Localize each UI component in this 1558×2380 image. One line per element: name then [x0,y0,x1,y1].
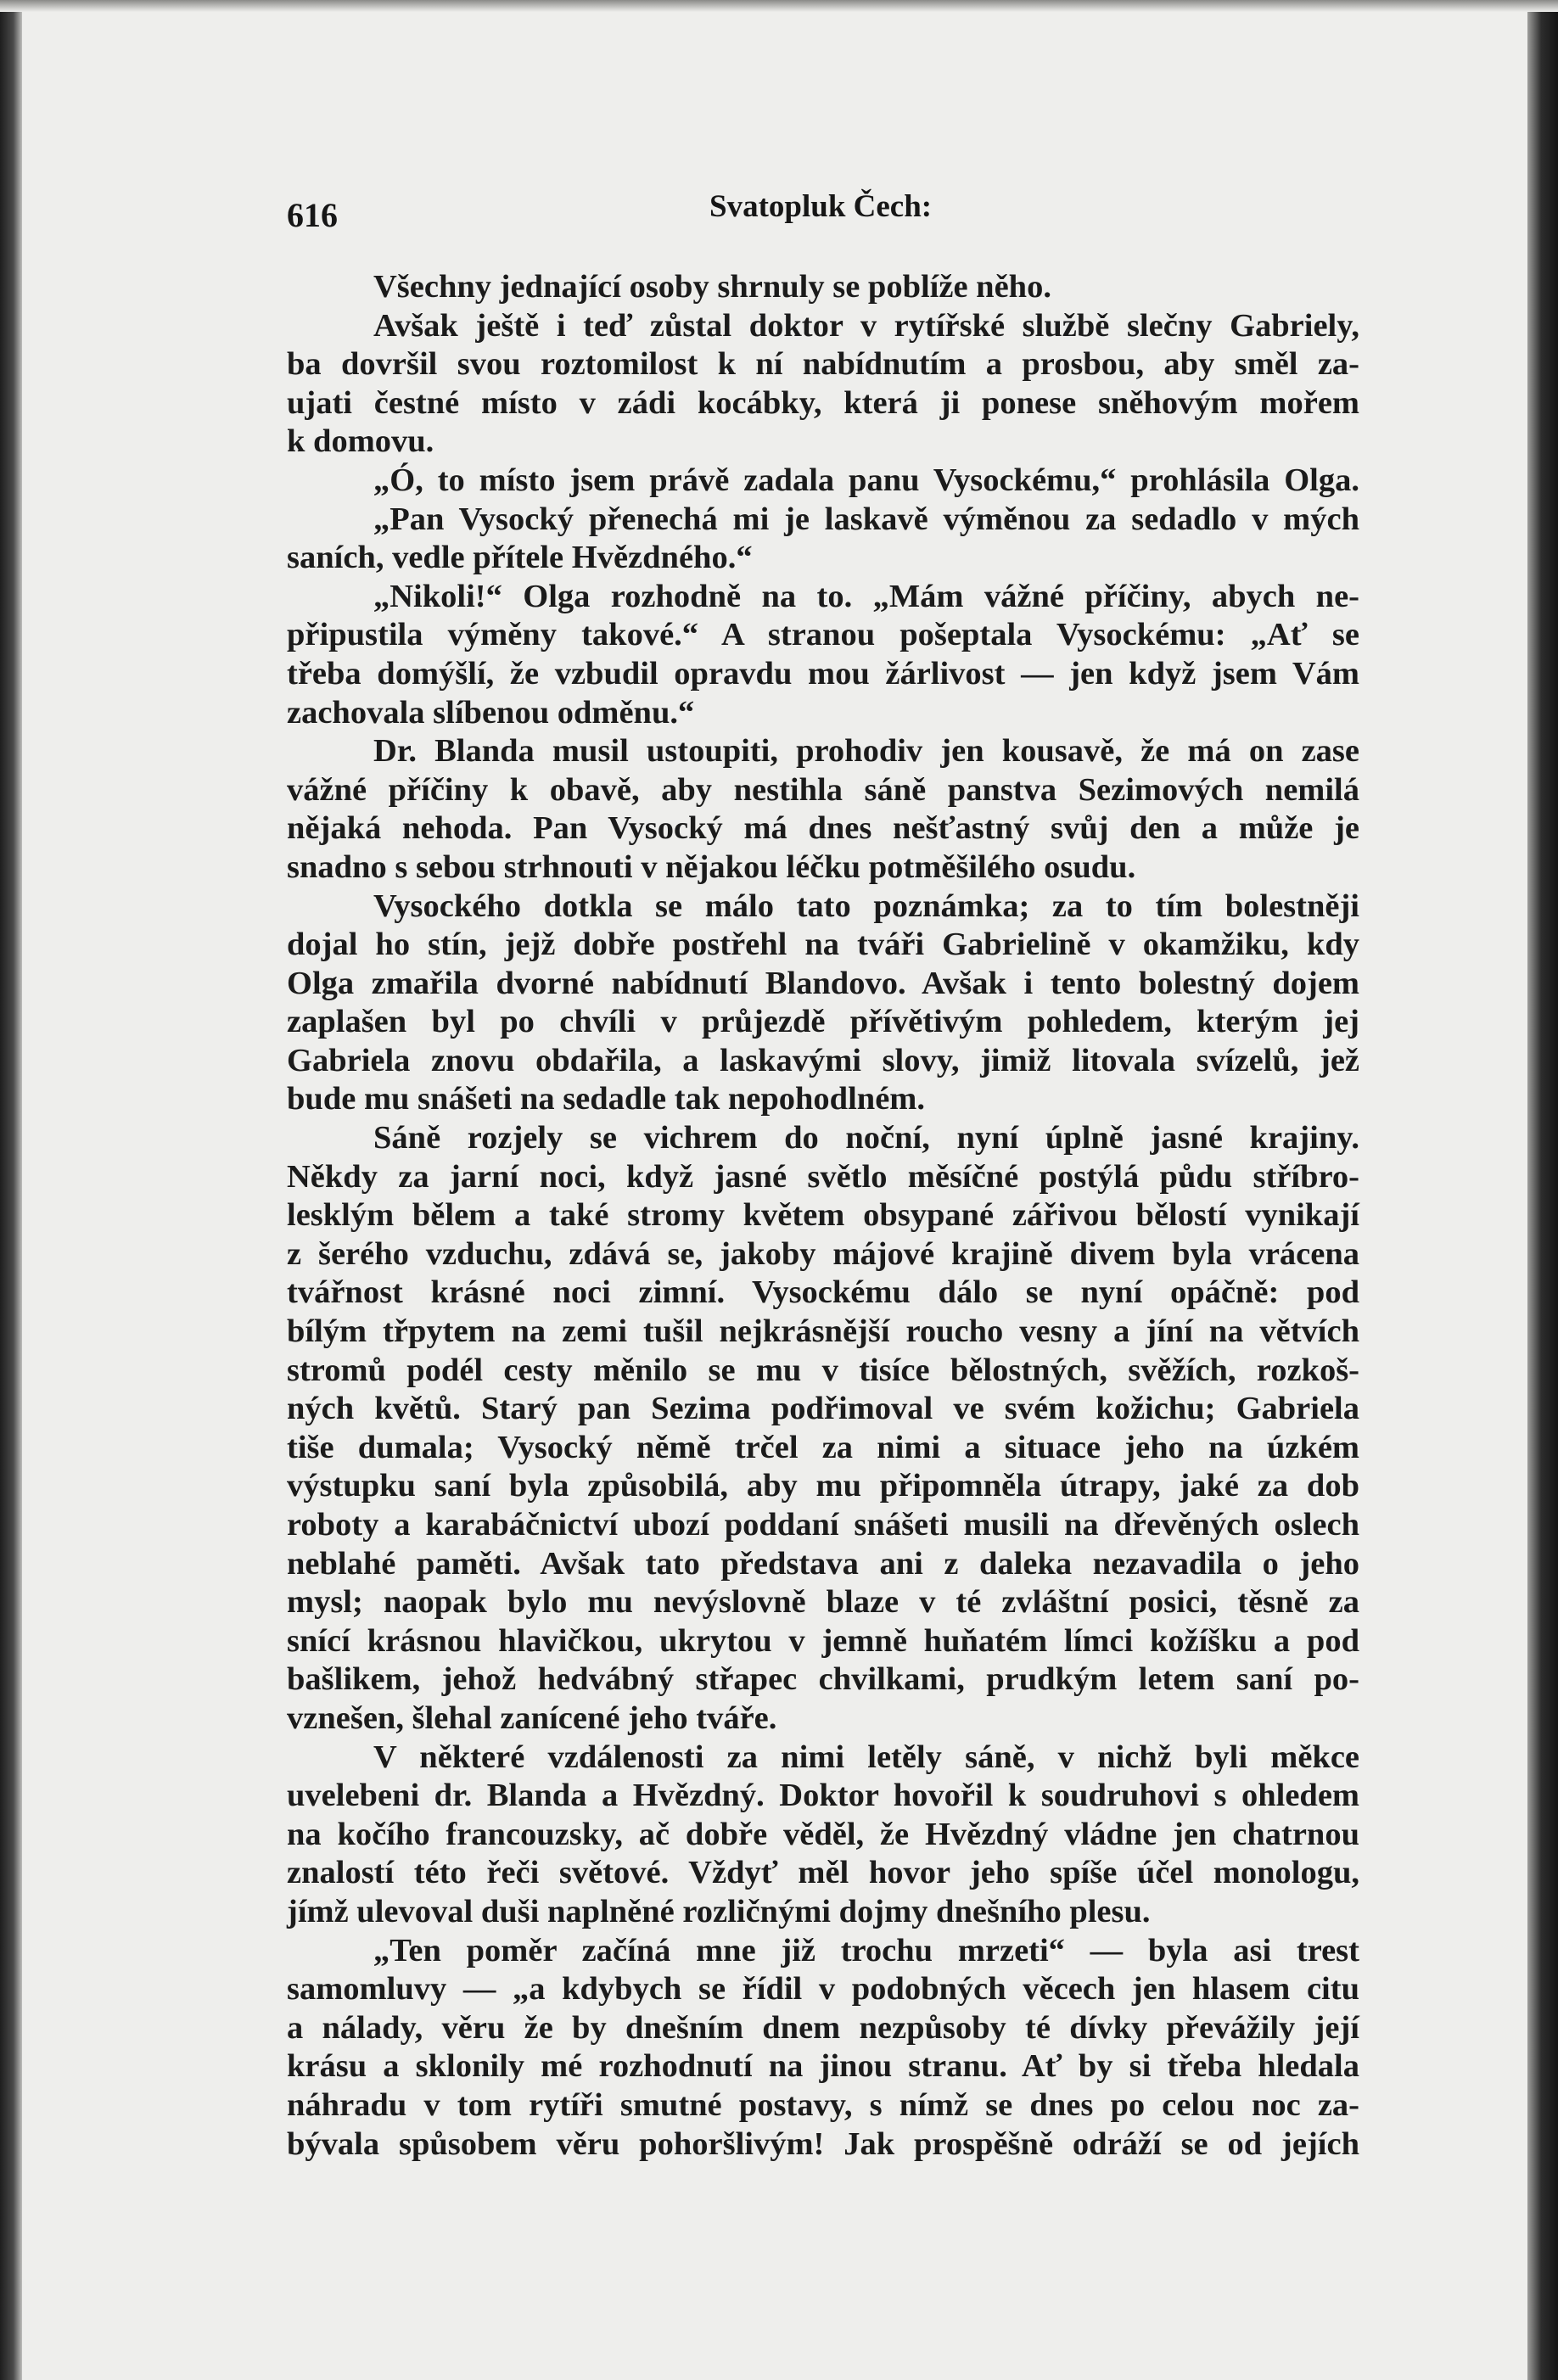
text-line: „Pan Vysocký přenechá mi je laskavě výměnou za sedadlo v mých [373,501,1359,537]
text-line: snadno s sebou strhnouti v nějakou léčku potměšilého osudu. [287,848,1136,885]
text-line: krásu a sklonily mé rozhodnutí na jinou stranu. Ať by si třeba hledala [287,2048,1359,2085]
text-line: „Ten poměr začíná mne již trochu mrzeti“ — byla asi trest [373,1932,1359,1968]
scan-edge-right [1527,0,1558,2380]
text-line: ných květů. Starý pan Sezima podřimoval ve svém kožichu; Gabriela [287,1391,1359,1427]
text-line: vážné příčiny k obavě, aby nestihla sáně panstva Sezimových nemilá [287,771,1359,808]
text-line: ujati čestné místo v zádi kocábky, která ji ponese sněhovým mořem [287,384,1359,421]
text-line: Sáně rozjely se vichrem do noční, nyní úplně jasné krajiny. [373,1120,1359,1156]
scan-edge-left [0,0,22,2380]
text-line: Gabriela znovu obdařila, a laskavými slovy, jimiž litovala svízelů, jež [287,1042,1359,1078]
text-line: mysl; naopak bylo mu nevýslovně blaze v té zvláštní posici, těsně za [287,1584,1359,1621]
page-number: 616 [287,196,338,234]
text-line: bývala spůsobem věru pohoršlivým! Jak prospěšně odráží se od jejích [287,2125,1359,2162]
text-line: snící krásnou hlavičkou, ukrytou v jemně huňatém límci kožíšku a pod [287,1622,1359,1659]
text-line: dojal ho stín, jejž dobře postřehl na tváři Gabrielině v okamžiku, kdy [287,927,1359,963]
text-line: Olga zmařila dvorné nabídnutí Blandovo. Avšak i tento bolestný dojem [287,965,1359,1001]
text-line: roboty a karabáčnictví ubozí poddaní snášeti musili na dřevěných oslech [287,1507,1359,1543]
text-line: Vysockého dotkla se málo tato poznámka; za to tím bolestněji [373,888,1359,924]
text-line: nějaká nehoda. Pan Vysocký má dnes nešťastný svůj den a může je [287,810,1359,847]
text-line: bašlikem, jehož hedvábný střapec chvilkami, prudkým letem saní po- [287,1661,1359,1698]
body-text [287,268,1359,2164]
text-line: Dr. Blanda musil ustoupiti, prohodiv jen kousavě, že má on zase [373,733,1359,770]
text-line: tiše dumala; Vysocký němě trčel za nimi a situace jeho na úzkém [287,1429,1359,1465]
text-line: vznešen, šlehal zanícené jeho tváře. [287,1700,777,1736]
text-line: stromů podél cesty měnilo se mu v tisíce bělostných, svěžích, rozkoš- [287,1352,1359,1388]
text-line: výstupku saní byla způsobilá, aby mu připomněla útrapy, jaké za dob [287,1468,1359,1504]
text-line: ba dovršil svou roztomilost k ní nabídnutím a prosbou, aby směl za- [287,346,1359,383]
text-line: připustila výměny takové.“ A stranou pošeptala Vysockému: „Ať se [287,617,1359,653]
text-line: lesklým bělem a také stromy květem obsypané zářivou bělostí vynikají [287,1197,1359,1234]
page-header [287,188,1359,239]
text-line: z šerého vzduchu, zdává se, jakoby májové krajině divem byla vrácena [287,1235,1359,1272]
text-line: uvelebeni dr. Blanda a Hvězdný. Doktor hovořil k soudruhovi s ohledem [287,1778,1359,1814]
text-line: „Nikoli!“ Olga rozhodně na to. „Mám vážné příčiny, abych ne- [373,578,1359,614]
text-line: jímž ulevoval duši naplněné rozličnými dojmy dnešního plesu. [287,1893,1151,1929]
text-line: neblahé paměti. Avšak tato představa ani z daleka nezavadila o jeho [287,1545,1359,1582]
text-line: Někdy za jarní noci, když jasné světlo měsíčné postýlá půdu stříbro- [287,1158,1359,1195]
text-line: Avšak ještě i teď zůstal doktor v rytířské službě slečny Gabriely, [373,307,1359,344]
text-line: bude mu snášeti na sedadle tak nepohodlném. [287,1081,925,1117]
text-line: třeba domýšlí, že vzbudil opravdu mou žárlivost — jen když jsem Vám [287,655,1359,692]
text-line: „Ó, to místo jsem právě zadala panu Vysockému,“ prohlásila Olga. [373,462,1359,498]
text-line: na kočího francouzsky, ač dobře věděl, že Hvězdný vládne jen chatrnou [287,1816,1359,1852]
text-line: Všechny jednající osoby shrnuly se poblíže něho. [373,269,1051,305]
text-line: a nálady, věru že by dnešním dnem nezpůsoby té dívky převážily její [287,2009,1359,2046]
scan-edge-top [0,0,1558,12]
text-line: znalostí této řeči světové. Vždyť měl hovor jeho spíše účel monologu, [287,1855,1359,1891]
text-line: zachovala slíbenou odměnu.“ [287,694,695,731]
text-line: náhradu v tom rytíři smutné postavy, s nímž se dnes po celou noc za- [287,2086,1359,2123]
running-head: Svatopluk Čech: [709,189,933,224]
text-line: samomluvy — „a kdybych se řídil v podobných věcech jen hlasem citu [287,1971,1359,2008]
text-line: zaplašen byl po chvíli v průjezdě přívětivým pohledem, kterým jej [287,1004,1359,1040]
text-line: bílým třpytem na zemi tušil nejkrásnější roucho vesny a jíní na větvích [287,1313,1359,1350]
text-line: tvářnost krásné noci zimní. Vysockému dálo se nyní opáčně: pod [287,1274,1359,1311]
text-line: V některé vzdálenosti za nimi letěly sáně, v nichž byli měkce [373,1739,1359,1775]
text-line: k domovu. [287,423,434,460]
text-line: saních, vedle přítele Hvězdného.“ [287,540,753,576]
